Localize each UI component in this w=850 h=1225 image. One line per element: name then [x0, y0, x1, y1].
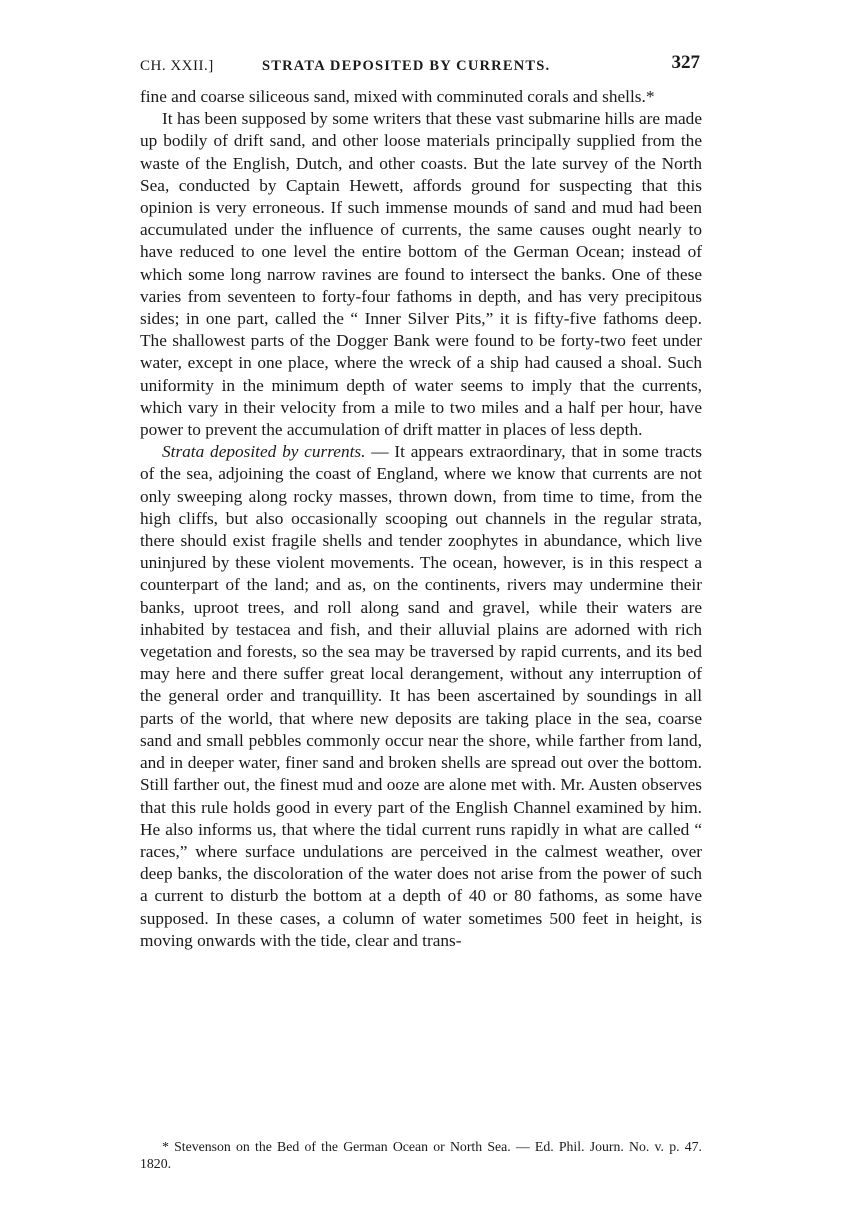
book-page: [140, 52, 702, 952]
section-run-in-heading: Strata deposited by currents.: [162, 442, 366, 462]
chapter-reference: CH. XXII.]: [140, 58, 214, 74]
paragraph-continuation: [140, 86, 702, 108]
running-title: STRATA DEPOSITED BY CURRENTS.: [262, 58, 551, 74]
body-text: [140, 86, 702, 952]
paragraph-text: fine and coarse siliceous sand, mixed with comminuted corals and shells.*: [140, 87, 655, 106]
paragraph-submarine-hills: [140, 108, 702, 441]
page-number: 327: [671, 52, 700, 73]
running-head: [140, 52, 702, 82]
footnote: * Stevenson on the Bed of the German Ocean or North Sea. — Ed. Phil. Journ. No. v. p. 47. 1820.: [140, 1139, 702, 1171]
paragraph-strata-deposited: [140, 441, 702, 952]
paragraph-text: It has been supposed by some writers that these vast submarine hills are made up bodily of drift sand, and other loose materials principally supplied from the waste of the English, Dutch, and other coasts. But the late survey of the North Sea, conducted by Captain Hewett, affords ground for suspecting that this opinion is very erroneous. If such immense mounds of sand and mud had been accumulated under the influence of currents, the same causes ought nearly to have reduced to one level the entire bottom of the German Ocean; instead of which some long narrow ravines are found to intersect the banks. One of these varies from seventeen to forty-four fathoms in depth, and has very precipitous sides; in one part, called the “ Inner Silver Pits,” it is fifty-five fathoms deep. The shallowest parts of the Dogger Bank were found to be forty-two feet under water, except in one place, where the wreck of a ship had caused a shoal. Such uniformity in the minimum depth of water seems to imply that the currents, which vary in their velocity from a mile to two miles and a half per hour, have power to prevent the accumulation of drift matter in places of less depth.: [140, 109, 702, 440]
footnotes: [140, 1138, 702, 1172]
paragraph-text: — It appears extraordinary, that in some tracts of the sea, adjoining the coast of England, where we know that currents are not only sweeping along rocky masses, thrown down, from time to time, from the high cliffs, but also occasionally scooping out channels in the regular strata, there should exist fragile shells and tender zoophytes in abundance, which live uninjured by these violent movements. The ocean, however, is in this respect a counterpart of the land; and as, on the continents, rivers may undermine their banks, uproot trees, and roll along sand and gravel, while their waters are inhabited by testacea and fish, and their alluvial plains are adorned with rich vegetation and forests, so the sea may be traversed by rapid currents, and its bed may here and there suffer great local derangement, without any interruption of the general order and tranquillity. It has been ascertained by soundings in all parts of the world, that where new deposits are taking place in the sea, coarse sand and small pebbles commonly occur near the shore, while farther from land, and in deeper water, finer sand and broken shells are spread out over the bottom. Still farther out, the finest mud and ooze are alone met with. Mr. Austen observes that this rule holds good in every part of the English Channel examined by him. He also informs us, that where the tidal current runs rapidly in what are called “ races,” where surface undulations are perceived in the calmest weather, over deep banks, the discoloration of the water does not arise from the power of such a current to disturb the bottom at a depth of 40 or 80 fathoms, as some have supposed. In these cases, a column of water sometimes 500 feet in height, is moving onwards with the tide, clear and trans-: [140, 442, 702, 950]
